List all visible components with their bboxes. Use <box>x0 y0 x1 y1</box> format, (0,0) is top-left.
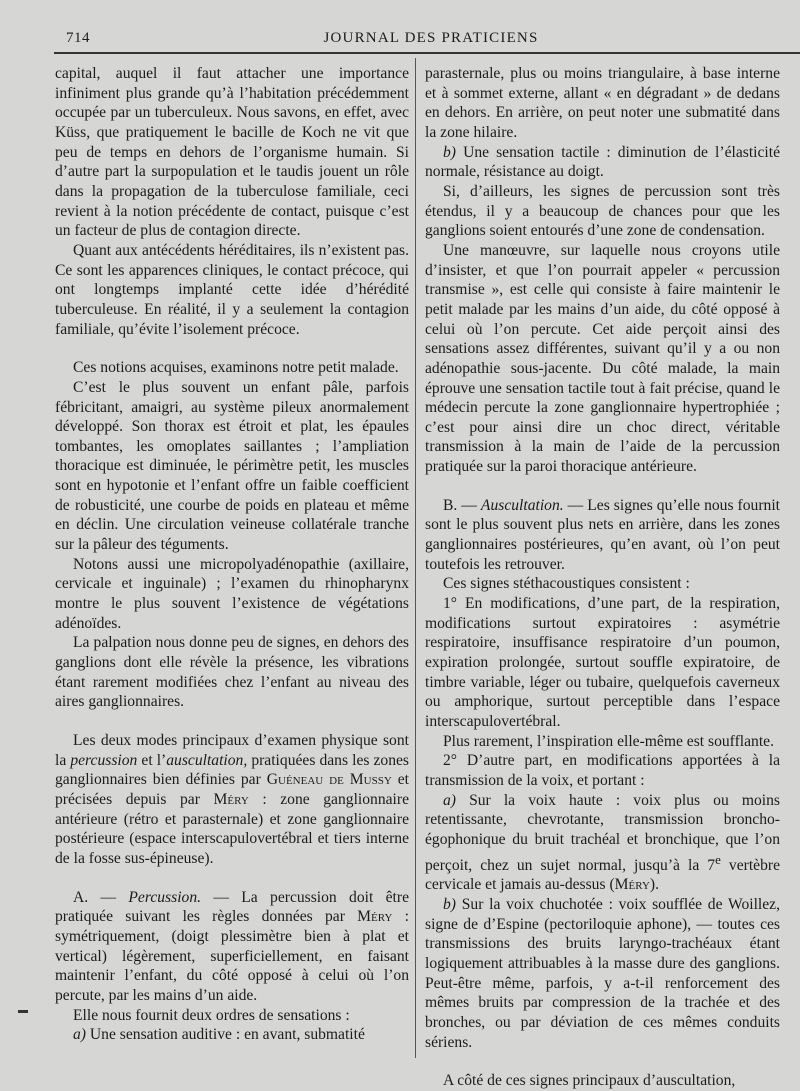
page-header <box>66 30 796 52</box>
header-rule <box>54 52 800 54</box>
paragraph: C’est le plus souvent un enfant pâle, parfois fébricitant, amaigri, au système pileux anormalement développé. Son thorax est étroit et plat, les épaules tombantes, les omoplates saillantes ; l’ampliation thoracique est diminuée, le périmètre petit, les muscles sont en hypotonie et l’enfant offre un faible coefficient de robusticité, une courbe de poids en plateau et même en déclin. Une circulation veineuse collatérale tranche sur la pâleur des téguments. <box>55 378 409 554</box>
right-column <box>425 64 780 1091</box>
paragraph: Ces signes stéthacoustiques consistent : <box>443 575 690 593</box>
paragraph: A côté de ces signes principaux d’auscultation, <box>443 1072 736 1090</box>
term-percussion: percussion <box>70 751 138 769</box>
paragraph: Quant aux antécédents héréditaires, ils n’existent pas. Ce sont les apparences cliniques, le contact précoce, qui ont longtemps implanté cette idée d’hérédité tuberculeuse. En réalité, il y a seulement la contagion familiale, qu’évite l’isolement précoce. <box>55 241 409 338</box>
paragraph: Ces notions acquises, examinons notre petit malade. <box>73 359 399 377</box>
left-column <box>55 64 409 1045</box>
margin-mark <box>18 1010 28 1013</box>
page-number: 714 <box>66 30 90 46</box>
paragraph: a) Une sensation auditive : en avant, submatité <box>73 1026 365 1044</box>
running-title: JOURNAL DES PRATICIENS <box>323 30 539 46</box>
section-heading-auscultation: B. — Auscultation. — Les signes qu’elle nous fournit sont le plus souvent plus nets en arrière, dans les zones ganglionnaires postérieures, qu’en avant, où l’on peut toutefois les retrouver. <box>425 496 780 573</box>
paragraph: b) Sur la voix chuchotée : voix soufflée de Woillez, signe de d’Espine (pectoriloquie aphone), — toutes ces transmissions des bruits laryngo-trachéaux étant logiquement attribuables à la masse dure des ganglions. Peut-être même, parfois, y a-t-il renforcement des mêmes bruits par compression de la trachée et des bronches, ou par déviation de ces mêmes conduits sériens. <box>425 896 780 1051</box>
author-name: Guéneau de Mussy <box>266 771 392 789</box>
paragraph: La palpation nous donne peu de signes, en dehors des ganglions dont elle révèle la présence, les vibrations étant rarement modifiées chez l’enfant au niveau des aires ganglionnaires. <box>55 634 409 711</box>
section-title: Percussion. <box>128 888 202 906</box>
paragraph: 1° En modifications, d’une part, de la respiration, modifications surtout expiratoires : asymétrie respiratoire, insuffisance respiratoire d’un poumon, expiration prolongée, surtout souffle expiratoire, de timbre variable, léger ou tubaire, quelquefois caverneux ou amphorique, surtout perceptible dans l’espace interscapulovertébral. <box>425 595 780 730</box>
term-auscultation: auscultation, <box>166 751 248 769</box>
paragraph: parasternale, plus ou moins triangulaire, à base interne et à sommet externe, allant « en dégradant » de dedans en dehors. En arrière, on peut noter une submatité dans la zone hilaire. <box>425 65 780 141</box>
paragraph: a) Sur la voix haute : voix plus ou moins retentissante, chevrotante, transmission broncho-égophonique du bruit trachéal et bronchique, que l’on perçoit, chez un sujet normal, jusqu’à la 7e vertèbre cervicale et jamais au-dessus (Méry). <box>425 791 780 894</box>
section-heading-percussion: A. — Percussion. — La percussion doit être pratiquée suivant les règles données par Méry : symétriquement, (doigt plessimètre bien à plat et vertical) légèrement, superficiellement, en faisant maintenir l’enfant, du côté opposé à celui où l’on percute, par les mains d’un aide. <box>55 888 410 1004</box>
paragraph: 2° D’autre part, en modifications apportées à la transmission de la voix, et portant : <box>425 752 780 789</box>
paragraph: Les deux modes principaux d’examen physique sont la percussion et l’auscultation, pratiquées dans les zones ganglionnaires bien définies par Guéneau de Mussy et précisées depuis par Méry : zone ganglionnaire antérieure (rétro et parasternale) et zone ganglionnaire postérieure (espace interscapulovertébral et tiers interne de la fosse sus-épineuse). <box>55 732 410 867</box>
paragraph: Notons aussi une micropolyadénopathie (axillaire, cervicale et inguinale) ; l’examen du rhinopharynx montre le plus souvent l’existence de végétations adénoïdes. <box>55 555 409 632</box>
paragraph: capital, auquel il faut attacher une importance infiniment plus grande qu’à l’habitation précédemment occupée par un tuberculeux. Nous savons, en effet, avec Küss, que pratiquement le bacille de Koch ne vit que peu de temps en dehors de l’organisme humain. Si d’autre part la surpopulation et le taudis jouent un rôle dans la propagation de la tuberculose familiale, ceci revient à la notion précédente de contact, puisque c’est un facteur de plus de contagion directe. <box>55 65 409 240</box>
column-divider <box>415 58 416 1058</box>
author-name: Méry <box>357 908 393 926</box>
author-name: Méry <box>614 876 650 894</box>
author-name: Méry <box>213 790 249 808</box>
paragraph: Si, d’ailleurs, les signes de percussion sont très étendus, il y a beaucoup de chances pour que les ganglions soient entourés d’une zone de condensation. <box>425 182 780 240</box>
section-title: Auscultation. <box>480 496 564 514</box>
paragraph: Plus rarement, l’inspiration elle-même est soufflante. <box>443 732 774 750</box>
paragraph: Elle nous fournit deux ordres de sensations : <box>73 1006 350 1024</box>
paragraph: b) Une sensation tactile : diminution de l’élasticité normale, résistance au doigt. <box>425 143 780 181</box>
paragraph: Une manœuvre, sur laquelle nous croyons utile d’insister, et que l’on pourrait appeler « percussion transmise », est celle qui consiste à faire maintenir le petit malade par les mains d’un aide, du côté opposé à celui où l’on percute. Cet aide perçoit ainsi des sensations assez différentes, suivant qu’il y a ou non adénopathie sous-jacente. Du côté malade, la main éprouve une sensation tactile tout à fait précise, quand le médecin percute la zone ganglionnaire hypertrophiée ; c’est pour ainsi dire un choc direct, véritable transmission à la main de l’aide de la percussion pratiquée sur la paroi thoracique antérieure. <box>425 241 780 476</box>
